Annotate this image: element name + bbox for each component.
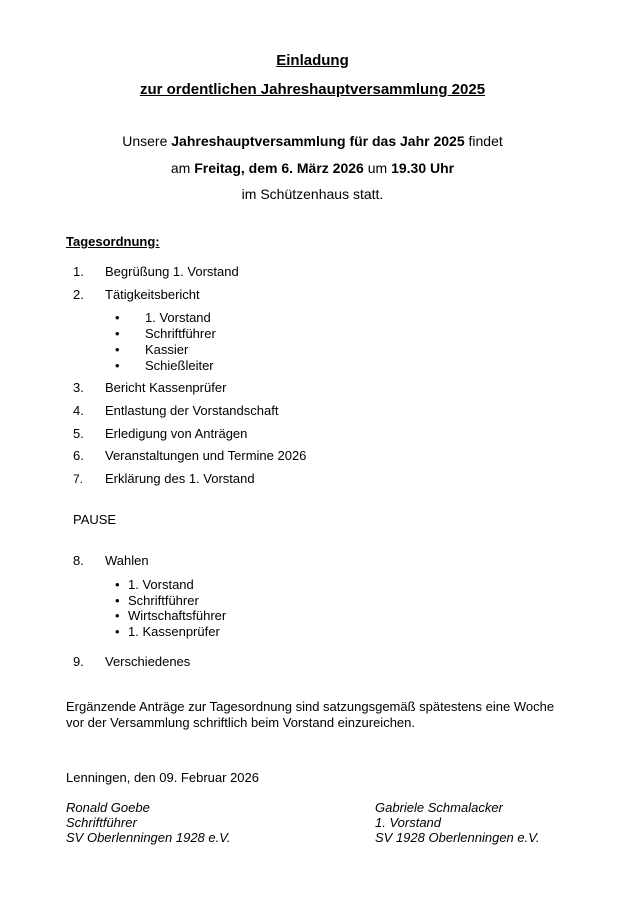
agenda-item-text: Erledigung von Anträgen: [105, 426, 248, 441]
agenda-item-number: 1.: [73, 264, 84, 279]
agenda-item-text: Erklärung des 1. Vorstand: [105, 471, 255, 486]
election-subitem: Schriftführer: [128, 593, 199, 608]
election-subitem: Wirtschaftsführer: [128, 608, 227, 623]
agenda-item-text: Begrüßung 1. Vorstand: [105, 264, 239, 279]
note-paragraph: Ergänzende Anträge zur Tagesordnung sind satzungsgemäß spätestens eine Woche vor der Versammlung schriftlich beim Vorstand einzureichen.: [66, 699, 555, 730]
intro-line-3: im Schützenhaus statt.: [241, 186, 384, 202]
bullet-icon: •: [115, 342, 120, 357]
intro-line-2: am Freitag, dem 6. März 2026 um 19.30 Uhr: [170, 160, 455, 176]
document-subtitle: zur ordentlichen Jahreshauptversammlung 2025: [139, 81, 486, 98]
bullet-icon: •: [115, 358, 120, 373]
bullet-icon: •: [115, 593, 120, 608]
signature-role: Schriftführer: [66, 815, 137, 830]
document-title: Einladung: [276, 52, 349, 69]
signature-club: SV Oberlenningen 1928 e.V.: [66, 830, 231, 845]
report-subitem: Schriftführer: [145, 326, 216, 341]
report-subitem: Schießleiter: [145, 358, 214, 373]
report-subitem: 1. Vorstand: [145, 310, 211, 325]
agenda-item-text: Verschiedenes: [105, 654, 191, 669]
agenda-item-number: 2.: [73, 287, 84, 302]
agenda-item-number: 6.: [73, 448, 84, 463]
agenda-item-number: 3.: [73, 380, 84, 395]
bullet-icon: •: [115, 577, 120, 592]
agenda-item-text: Wahlen: [105, 553, 149, 568]
agenda-item-number: 9.: [73, 654, 84, 669]
signature-block-right: [375, 800, 540, 845]
agenda-item-text: Veranstaltungen und Termine 2026: [105, 448, 307, 463]
pause-label: PAUSE: [73, 512, 117, 527]
agenda-item-text: Entlastung der Vorstandschaft: [105, 403, 279, 418]
agenda-item-number: 8.: [73, 553, 84, 568]
election-subitem: 1. Kassenprüfer: [128, 624, 220, 639]
agenda-item-number: 4.: [73, 403, 84, 418]
signature-role: 1. Vorstand: [375, 815, 442, 830]
bullet-icon: •: [115, 326, 120, 341]
bullet-icon: •: [115, 624, 120, 639]
signature-club: SV 1928 Oberlenningen e.V.: [375, 830, 540, 845]
election-subitem: 1. Vorstand: [128, 577, 194, 592]
signature-name: Ronald Goebe: [66, 800, 150, 815]
intro-line-1: Unsere Jahreshauptversammlung für das Jahr 2025 findet: [122, 133, 503, 149]
agenda-item-number: 5.: [73, 426, 84, 441]
bullet-icon: •: [115, 608, 120, 623]
signature-block-left: [66, 800, 231, 845]
agenda-item-text: Tätigkeitsbericht: [105, 287, 200, 302]
agenda-heading: Tagesordnung:: [66, 234, 160, 249]
signature-name: Gabriele Schmalacker: [375, 800, 503, 815]
bullet-icon: •: [115, 310, 120, 325]
report-subitem: Kassier: [145, 342, 189, 357]
agenda-item-number: 7.: [73, 472, 84, 486]
place-date: Lenningen, den 09. Februar 2026: [66, 770, 259, 785]
agenda-item-text: Bericht Kassenprüfer: [105, 380, 227, 395]
